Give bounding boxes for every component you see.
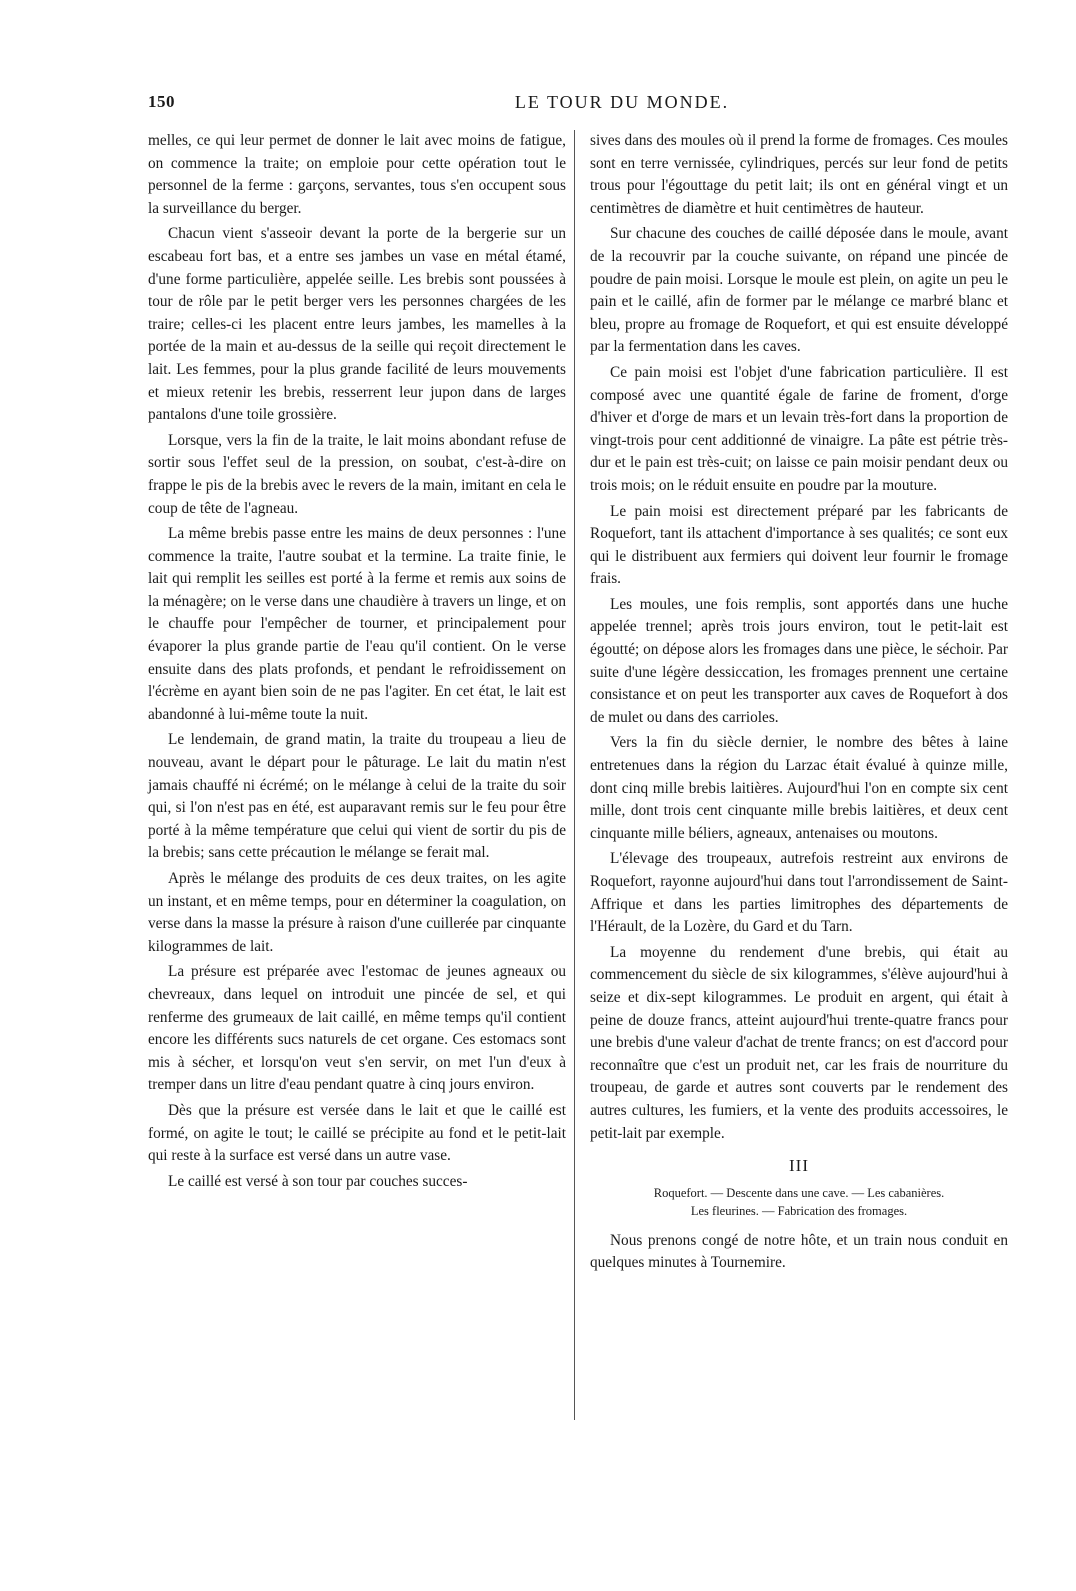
paragraph: Le caillé est versé à son tour par couches succes- — [168, 1172, 468, 1190]
paragraph: Chacun vient s'asseoir devant la porte de la bergerie sur un escabeau fort bas, et a entre ses jambes un vase en métal étamé, d'une forme particulière, appelée seille. Les brebis sont poussées à tour de rôle par le petit berger vers les personnes chargées de les traire; celles-ci les placent entre leurs jambes, les mamelles à la portée de la main et au-dessus de la seille qui reçoit directement le lait. Les femmes, pour la plus grande facilité de leurs mouvements et mieux retenir les brebis, resserrent leur jupon dans de larges pantalons d'une toile grossière. — [148, 225, 566, 424]
paragraph: Nous prenons congé de notre hôte, et un train nous conduit en quelques minutes à Tournemire. — [590, 1231, 1008, 1272]
right-column — [590, 130, 1008, 1275]
paragraph: Les moules, une fois remplis, sont apportés dans une huche appelée trennel; après trois jours environ, tout le petit-lait est égoutté; on dépose alors les fromages dans une pièce, le séchoir. Par suite d'une légère dessiccation, les fromages prennent une certaine consistance et on peut les transporter aux caves de Roquefort à dos de mulet ou dans des carrioles. — [590, 595, 1008, 726]
paragraph: Dès que la présure est versée dans le lait et que le caillé est formé, on agite le tout; le caillé se précipite au fond et le petit-lait qui reste à la surface est versé dans un autre vase. — [148, 1101, 566, 1165]
paragraph: Ce pain moisi est l'objet d'une fabrication particulière. Il est composé avec une quantité égale de farine de froment, d'orge d'hiver et d'orge de mars et un levain très-fort dans la proportion de vingt-trois pour cent additionné de vinaigre. La pâte est pétrie très-dur et le pain est très-cuit; on laisse ce pain moisir pendant deux ou trois mois; on le réduit ensuite en poudre par la mouture. — [590, 363, 1008, 494]
summary-line: Les fleurines. — Fabrication des fromages. — [690, 1203, 908, 1218]
summary-line: Roquefort. — Descente dans une cave. — Les cabanières. — [653, 1185, 945, 1200]
paragraph: sives dans des moules où il prend la forme de fromages. Ces moules sont en terre vernissée, cylindriques, percés sur leur fond de petits trous pour l'égouttage du petit lait; ils ont en général vingt et un centimètres de diamètre et huit centimètres de hauteur. — [590, 132, 1008, 217]
paragraph: Sur chacune des couches de caillé déposée dans le moule, avant de la recouvrir par la couche suivante, on répand une pincée de poudre de pain moisi. Lorsque le moule est plein, on agite un peu le pain et le caillé, afin de former par le mélange ce marbré blanc et bleu, propre au fromage de Roquefort, et qui est ensuite développé par la fermentation dans les caves. — [590, 225, 1008, 356]
paragraph: Le lendemain, de grand matin, la traite du troupeau a lieu de nouveau, avant le départ pour le pâturage. Le lait du matin n'est jamais chauffé ni écrémé; on le mélange à celui de la traite du soir qui, si l'on n'est pas en été, est auparavant remis sur le feu pour être porté à la même température que celui qui vient de sortir du pis de la brebis; sans cette précaution le mélange se ferait mal. — [148, 731, 566, 862]
paragraph: La même brebis passe entre les mains de deux personnes : l'une commence la traite, l'autre soubat et la termine. La traite finie, le lait qui remplit les seilles est porté à la ferme et remis aux soins de la ménagère; on le verse dans une chaudière à travers un linge, et on le chauffe pour l'empêcher de tourner, et principalement pour évaporer la plus grande partie de l'eau qu'il contient. On le verse ensuite dans des plats profonds, et pendant le refroidissement on l'écrème en ayant bien soin de ne pas l'agiter. En cet état, le lait est abandonné à lui-même toute la nuit. — [148, 525, 566, 723]
paragraph: L'élevage des troupeaux, autrefois restreint aux environs de Roquefort, rayonne aujourd'hui dans tout l'arrondissement de Saint-Affrique et dans les parties limitrophes des départements de l'Hérault, de la Lozère, du Gard et du Tarn. — [590, 850, 1008, 936]
section-summary — [590, 1184, 1008, 1220]
left-column — [148, 130, 566, 1193]
running-title: LE TOUR DU MONDE. — [514, 92, 730, 112]
paragraph: Après le mélange des produits de ces deux traites, on les agite un instant, et en même temps, pour en déterminer la coagulation, on verse dans la masse la présure à raison d'une cuillerée par cinquante kilogrammes de lait. — [148, 870, 566, 955]
paragraph: melles, ce qui leur permet de donner le lait avec moins de fatigue, on commence la traite; on emploie pour cette opération tout le personnel de la ferme : garçons, servantes, tous s'en occupent sous la surveillance du berger. — [148, 132, 566, 217]
paragraph: Vers la fin du siècle dernier, le nombre des bêtes à laine entretenues dans la région du Larzac était évalué à quinze mille, dont cinq mille brebis laitières. Aujourd'hui l'on en compte six cent mille, dont trois cent cinquante mille brebis laitières, et deux cent cinquante mille béliers, agneaux, antenaises ou moutons. — [590, 734, 1008, 842]
paragraph: Le pain moisi est directement préparé par les fabricants de Roquefort, tant ils attachent d'importance à ses qualités; ce sont eux qui le distribuent aux fermiers qui doivent leur fournir le fromage frais. — [590, 502, 1008, 588]
paragraph: Lorsque, vers la fin de la traite, le lait moins abondant refuse de sortir sous l'effet seul de la pression, on soubat, c'est-à-dire on frappe le pis de la brebis avec le revers de la main, imitant en cela le coup de tête de l'agneau. — [148, 431, 566, 517]
paragraph: La moyenne du rendement d'une brebis, qui était au commencement du siècle de six kilogrammes, s'élève aujourd'hui à seize et dix-sept kilogrammes. Le produit en argent, qui était à peine de douze francs, atteint aujourd'hui trente-quatre francs pour une brebis d'une valeur d'achat de trente francs; on est d'accord pour reconnaître que c'est un produit net, car les frais de nourriture du troupeau, de garde et autres sont couverts par le rendement des autres cultures, les fumiers, et la vente des produits accessoires, le petit-lait par exemple. — [590, 943, 1008, 1142]
page-header — [148, 92, 1036, 116]
paragraph: La présure est préparée avec l'estomac de jeunes agneaux ou chevreaux, dans lequel on introduit une pincée de sel, et qui renferme des grumeaux de lait caillé, en même temps qu'il contient encore les différents sucs naturels de cet organe. Ces estomacs sont mis à sécher, et lorsqu'on veut s'en servir, on met l'un d'eux à tremper dans un litre d'eau pendant quatre à cinq jours environ. — [148, 963, 566, 1094]
column-divider — [574, 130, 575, 1420]
section-heading: III — [789, 1156, 809, 1176]
page-number: 150 — [148, 92, 175, 111]
